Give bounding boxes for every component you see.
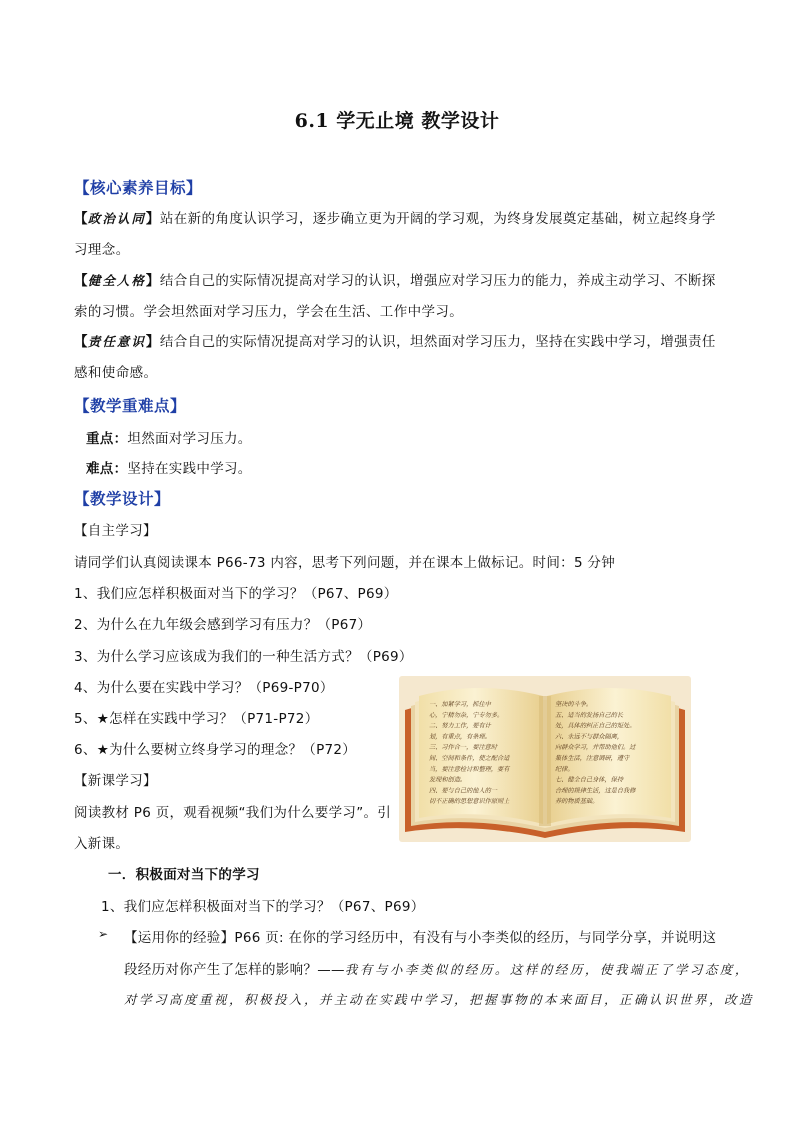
part-one-question: 1、我们应怎样积极面对当下的学习？（P67、P69） [101, 899, 425, 915]
experience-text-1: P66 页: 在你的学习经历中，有没有与小李类似的经历，与同学分享，并说明这 [234, 930, 717, 946]
goal-text: 结合自己的实际情况提高对学习的认识，增强应对学习压力的能力，养成主动学习、不断探索的习惯。学会坦然面对学习压力，学会在生活、工作中学习。 [74, 273, 716, 320]
part-one-heading: 一．积极面对当下的学习 [108, 867, 260, 883]
hard-text: 坚持在实践中学习。 [127, 461, 252, 477]
key-text: 坦然面对学习压力。 [127, 431, 252, 447]
hard-label: 难点： [86, 461, 128, 477]
experience-line-2 [124, 958, 750, 978]
right-page-text-line: 向群众学习，并帮助他们。过 [555, 744, 636, 752]
goal-text: 站在新的角度认识学习，逐步确立更为开阔的学习观，为终身发展奠定基础，树立起终身学习理念。 [74, 211, 716, 258]
new-lesson-intro-1: 阅读教材 P6 页，观看视频“我们为什么要学习”。引 [74, 805, 392, 821]
experience-answer-2: 对学习高度重视，积极投入，并主动在实践中学习，把握事物的本来面目，正确认识世界，改造 [124, 992, 755, 1007]
open-book-image [399, 676, 691, 842]
question-2: 2、为什么在九年级会感到学习有压力？（P67） [74, 617, 372, 633]
goal-text: 结合自己的实际情况提高对学习的认识，坦然面对学习压力，坚持在实践中学习，增强责任感和使命感。 [74, 334, 716, 381]
left-page-text-line: 间、空间和条件，使之配合适 [429, 755, 510, 762]
difficulty-heading: 【教学重难点】 [74, 397, 187, 415]
page-title: 6.1 学无止境 教学设计 [294, 110, 500, 132]
left-page-text-line: 二、努力工作，要有计 [429, 722, 491, 730]
design-heading: 【教学设计】 [74, 490, 171, 508]
goal-tag-open: 【 [74, 273, 88, 289]
spine-shadow [539, 696, 551, 826]
goals-heading: 【核心素养目标】 [74, 179, 203, 197]
goal-tag: 健全人格 [87, 273, 146, 288]
self-study-intro: 请同学们认真阅读课本 P66-73 内容，思考下列问题，并在课本上做标记。时间：5 分钟 [74, 555, 616, 571]
bullet-arrow-icon: ➢ [98, 927, 109, 941]
experience-label: 【运用你的经验】 [124, 930, 235, 946]
new-lesson-heading: 【新课学习】 [74, 773, 157, 789]
experience-text-2: 段经历对你产生了怎样的影响？—— [124, 962, 345, 978]
goal-personality [74, 265, 724, 328]
question-4: 4、为什么要在实践中学习？（P69-P70） [74, 680, 334, 696]
left-page-text-line: 四、要与自己的他人的一 [429, 787, 498, 795]
goal-responsibility [74, 326, 724, 389]
question-3: 3、为什么学习应该成为我们的一种生活方式？（P69） [74, 649, 413, 665]
question-1: 1、我们应怎样积极面对当下的学习？（P67、P69） [74, 586, 398, 602]
right-page-text-line: 坚决的斗争。 [555, 701, 593, 708]
right-page-text-line: 养的物质基础。 [555, 798, 599, 806]
right-page-text-line: 纪律。 [555, 765, 574, 773]
experience-answer-1: 我有与小李类似的经历。这样的经历，使我端正了学习态度， [344, 962, 750, 977]
right-page-text-line: 六、永远不与群众隔离， [555, 733, 624, 741]
right-page-text-line: 集体生活，注意调研，遵守 [555, 755, 630, 762]
right-page-text-line: 五、适当的发扬自己的长 [555, 711, 624, 719]
goal-tag-open: 【 [74, 211, 88, 227]
left-page-text-line: 一、加紧学习，抓住中 [429, 701, 491, 708]
goal-tag-close: 】 [145, 211, 160, 227]
left-page-text-line: 当，要注意检讨和整理，要有 [429, 765, 510, 773]
right-page-text-line: 合理的规律生活，这是自我修 [555, 787, 636, 795]
goal-tag-close: 】 [145, 334, 160, 350]
open-book-drawing [399, 676, 691, 842]
left-page-text-line: 心，宁精勿杂，宁专勿多。 [429, 711, 504, 719]
hard-point [86, 457, 252, 477]
goal-tag-close: 】 [145, 273, 160, 289]
goal-political [74, 203, 724, 266]
new-lesson-intro-2: 入新课。 [74, 836, 130, 852]
left-page-text-line: 三、习作合一，要注意时 [429, 744, 498, 752]
key-point [86, 427, 252, 447]
question-6: 6、★为什么要树立终身学习的理念？（P72） [74, 742, 357, 758]
experience-line-1 [124, 926, 716, 946]
left-page-text-line: 发现和创造。 [429, 776, 467, 784]
self-study-heading: 【自主学习】 [74, 523, 157, 539]
left-page-text-line: 切不正确的思想意识作原则上 [429, 798, 510, 806]
key-label: 重点： [86, 431, 128, 447]
left-page-text-line: 划，有重点，有条理。 [429, 733, 491, 741]
goal-tag-open: 【 [74, 334, 88, 350]
goal-tag: 责任意识 [87, 334, 146, 349]
right-page-text-line: 七、健全自己身体，保持 [555, 776, 624, 784]
right-page-text-line: 处，具体的纠正自己的短处。 [555, 722, 636, 730]
question-5: 5、★怎样在实践中学习？（P71-P72） [74, 711, 319, 727]
goal-tag: 政治认同 [87, 211, 146, 226]
